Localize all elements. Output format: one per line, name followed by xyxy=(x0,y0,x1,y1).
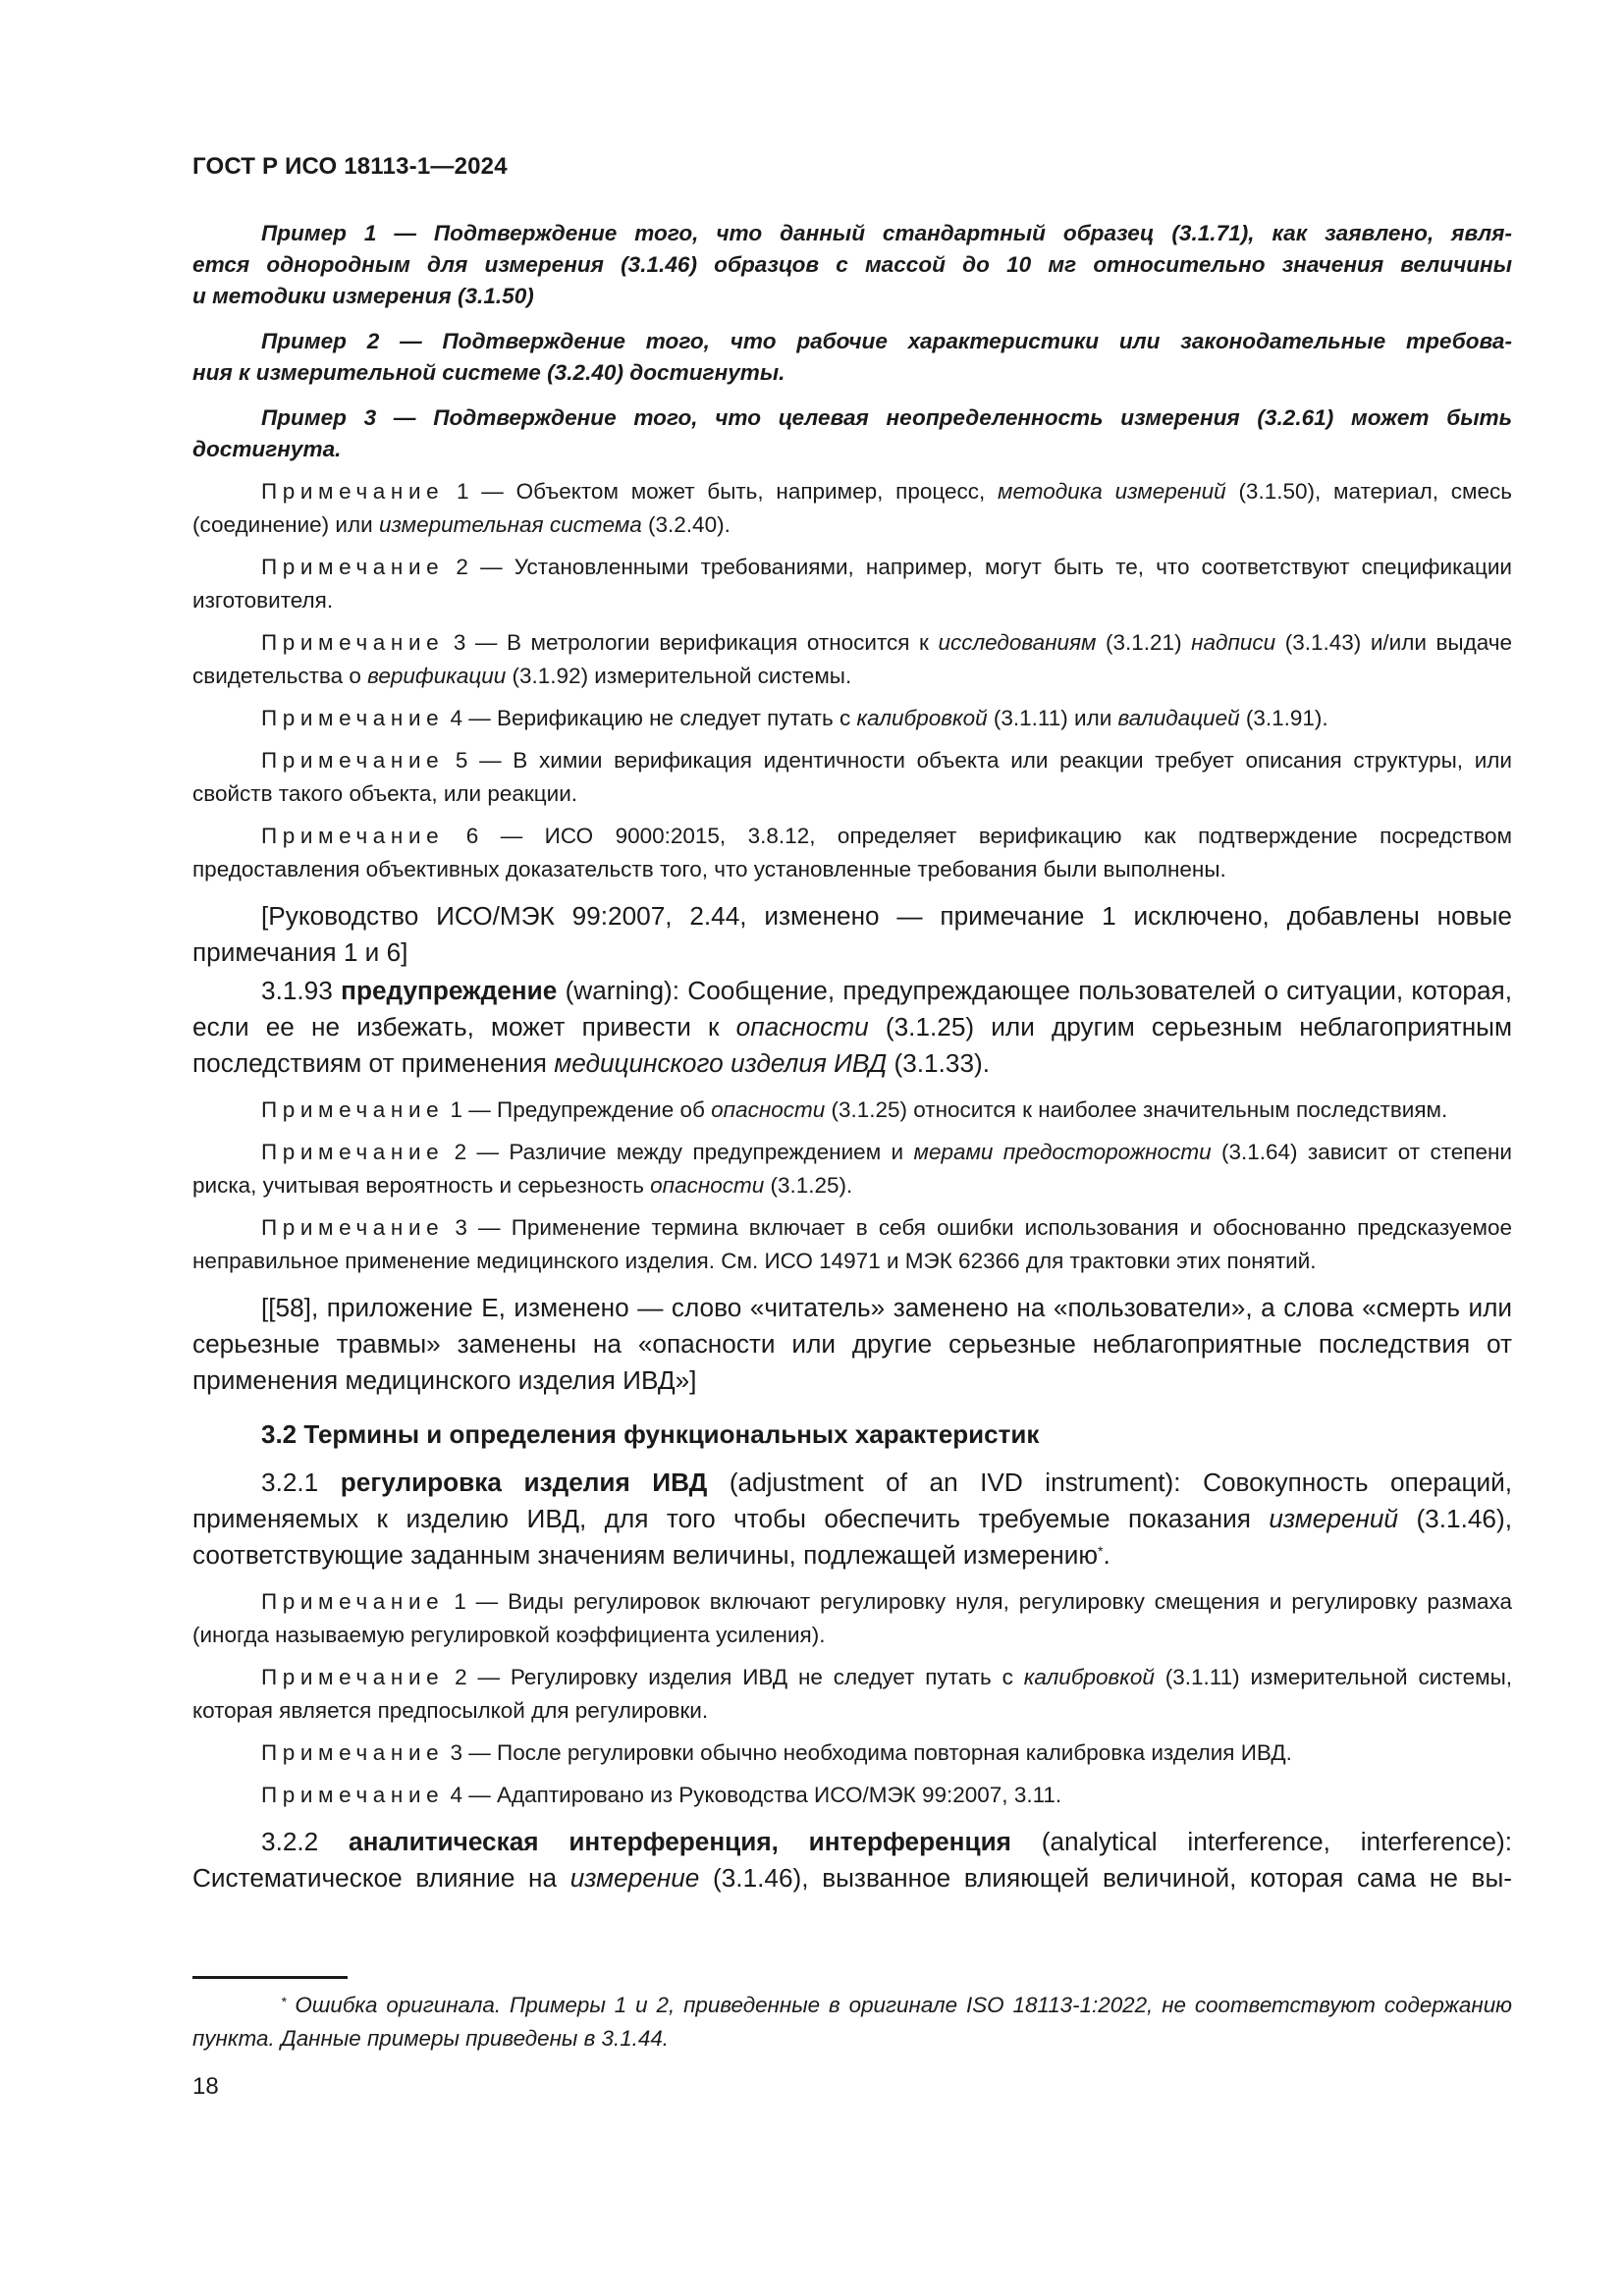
note-label: Примечание xyxy=(261,1783,445,1807)
note-verification-5: Примечание 5 — В химии верификация идентичности объекта или реакции требует описания структуры, или свойств такого объекта, или реакции. xyxy=(192,748,1512,806)
note-label: Примечание xyxy=(261,1740,445,1765)
note-label: Примечание xyxy=(261,1140,445,1164)
example-line: Пример 3 — Подтверждение того, что целевая неопределенность измерения (3.2.61) может быть xyxy=(261,405,1512,430)
footnote-marker: * xyxy=(1097,1543,1104,1559)
term-name: аналитическая интерференция, интерференция xyxy=(349,1827,1011,1856)
footnote: * Ошибка оригинала. Примеры 1 и 2, приведенные в оригинале ISO 18113-1:2022, не соответствуют содержанию пункта. Данные примеры приведены в 3.1.44. xyxy=(192,1993,1512,2051)
note-label: Примечание xyxy=(261,555,445,579)
note-adjustment-1: Примечание 1 — Виды регулировок включают регулировку нуля, регулировку смещения и регулировку размаха (иногда называемую регулировкой коэффициента усиления). xyxy=(192,1589,1512,1647)
note-verification-3: Примечание 3 — В метрологии верификация относится к исследованиям (3.1.21) надписи (3.1.43) и/или выдаче свидетельства о верификации (3.1.92) измерительной системы. xyxy=(192,630,1512,688)
note-label: Примечание xyxy=(261,748,445,773)
term-entry-3-1-93: 3.1.93 предупреждение (warning): Сообщение, предупреждающее пользователей о ситуации, которая, если ее не избежать, может привести к опасности (3.1.25) или другим серьезным неблагоприятным последствиям от применения медицинского изделия ИВД (3.1.33). xyxy=(192,976,1513,1078)
note-label: Примечание xyxy=(261,479,445,504)
term-name: регулировка изделия ИВД xyxy=(340,1468,708,1497)
note-label: Примечание xyxy=(261,1215,445,1240)
example-line: ется однородным для измерения (3.1.46) образцов с массой до 10 мг относительно значения величины xyxy=(192,252,1512,277)
example-line: ния к измерительной системе (3.2.40) достигнуты. xyxy=(192,360,785,385)
note-warning-2: Примечание 2 — Различие между предупреждением и мерами предосторожности (3.1.64) зависит от степени риска, учитывая вероятность и серьезность опасности (3.1.25). xyxy=(192,1140,1512,1198)
example-1 xyxy=(192,218,1512,312)
source-reference-warning: [[58], приложение Е, изменено — слово «читатель» заменено на «пользователи», а слова «смерть или серьезные травмы» заменены на «опасности или другие серьезные неблагоприятные последствия от применения медицинского изделия ИВД»] xyxy=(192,1293,1512,1395)
note-verification-2: Примечание 2 — Установленными требованиями, например, могут быть те, что соответствуют спецификации изготовителя. xyxy=(192,555,1512,613)
example-line: достигнута. xyxy=(192,437,342,461)
term-name: предупреждение xyxy=(341,976,558,1005)
note-verification-6: Примечание 6 — ИСО 9000:2015, 3.8.12, определяет верификацию как подтверждение посредством предоставления объективных доказательств того, что установленные требования были выполнены. xyxy=(192,824,1512,881)
note-adjustment-3: Примечание 3 — После регулировки обычно необходима повторная калибровка изделия ИВД. xyxy=(261,1740,1292,1765)
note-warning-3: Примечание 3 — Применение термина включает в себя ошибки использования и обоснованно предсказуемое неправильное применение медицинского изделия. См. ИСО 14971 и МЭК 62366 для трактовки этих понятий. xyxy=(192,1215,1512,1273)
note-label: Примечание xyxy=(261,630,445,655)
footnote-marker: * xyxy=(281,1994,287,2009)
note-label: Примечание xyxy=(261,824,445,848)
example-3 xyxy=(192,402,1512,465)
footnote-separator xyxy=(192,1976,348,1979)
note-warning-1: Примечание 1 — Предупреждение об опасности (3.1.25) относится к наиболее значительным последствиям. xyxy=(261,1097,1448,1122)
page-header-standard-id: ГОСТ Р ИСО 18113-1—2024 xyxy=(192,153,508,180)
page-number: 18 xyxy=(192,2073,219,2100)
example-line: Пример 1 — Подтверждение того, что данный стандартный образец (3.1.71), как заявлено, явля- xyxy=(261,221,1512,245)
term-entry-3-2-2: 3.2.2 аналитическая интерференция, интерференция (analytical interference, interference): Систематическое влияние на измерение (3.1.46), вызванное влияющей величиной, которая сама не вы- xyxy=(192,1827,1512,1893)
example-line: и методики измерения (3.1.50) xyxy=(192,284,534,308)
note-adjustment-4: Примечание 4 — Адаптировано из Руководства ИСО/МЭК 99:2007, 3.11. xyxy=(261,1783,1062,1807)
note-verification-4: Примечание 4 — Верификацию не следует путать с калибровкой (3.1.11) или валидацией (3.1.91). xyxy=(261,706,1328,730)
note-label: Примечание xyxy=(261,1589,445,1614)
page-body xyxy=(192,218,1512,1896)
example-2 xyxy=(192,326,1512,389)
note-verification-1: Примечание 1 — Объектом может быть, например, процесс, методика измерений (3.1.50), материал, смесь (соединение) или измерительная система (3.2.40). xyxy=(192,479,1513,537)
note-adjustment-2: Примечание 2 — Регулировку изделия ИВД не следует путать с калибровкой (3.1.11) измерительной системы, которая является предпосылкой для регулировки. xyxy=(192,1665,1512,1723)
example-line: Пример 2 — Подтверждение того, что рабочие характеристики или законодательные требова- xyxy=(261,329,1512,353)
source-reference-verification: [Руководство ИСО/МЭК 99:2007, 2.44, изменено — примечание 1 исключено, добавлены новые примечания 1 и 6] xyxy=(192,901,1512,967)
note-label: Примечание xyxy=(261,1097,445,1122)
term-entry-3-2-1: 3.2.1 регулировка изделия ИВД (adjustment of an IVD instrument): Совокупность операций, применяемых к изделию ИВД, для того чтобы обеспечить требуемые показания измерений (3.1.46), соответствующие заданным значениям величины, подлежащей измерению*. xyxy=(192,1468,1512,1570)
section-heading-3-2: 3.2 Термины и определения функциональных характеристик xyxy=(261,1419,1040,1449)
note-label: Примечание xyxy=(261,706,445,730)
note-label: Примечание xyxy=(261,1665,445,1689)
